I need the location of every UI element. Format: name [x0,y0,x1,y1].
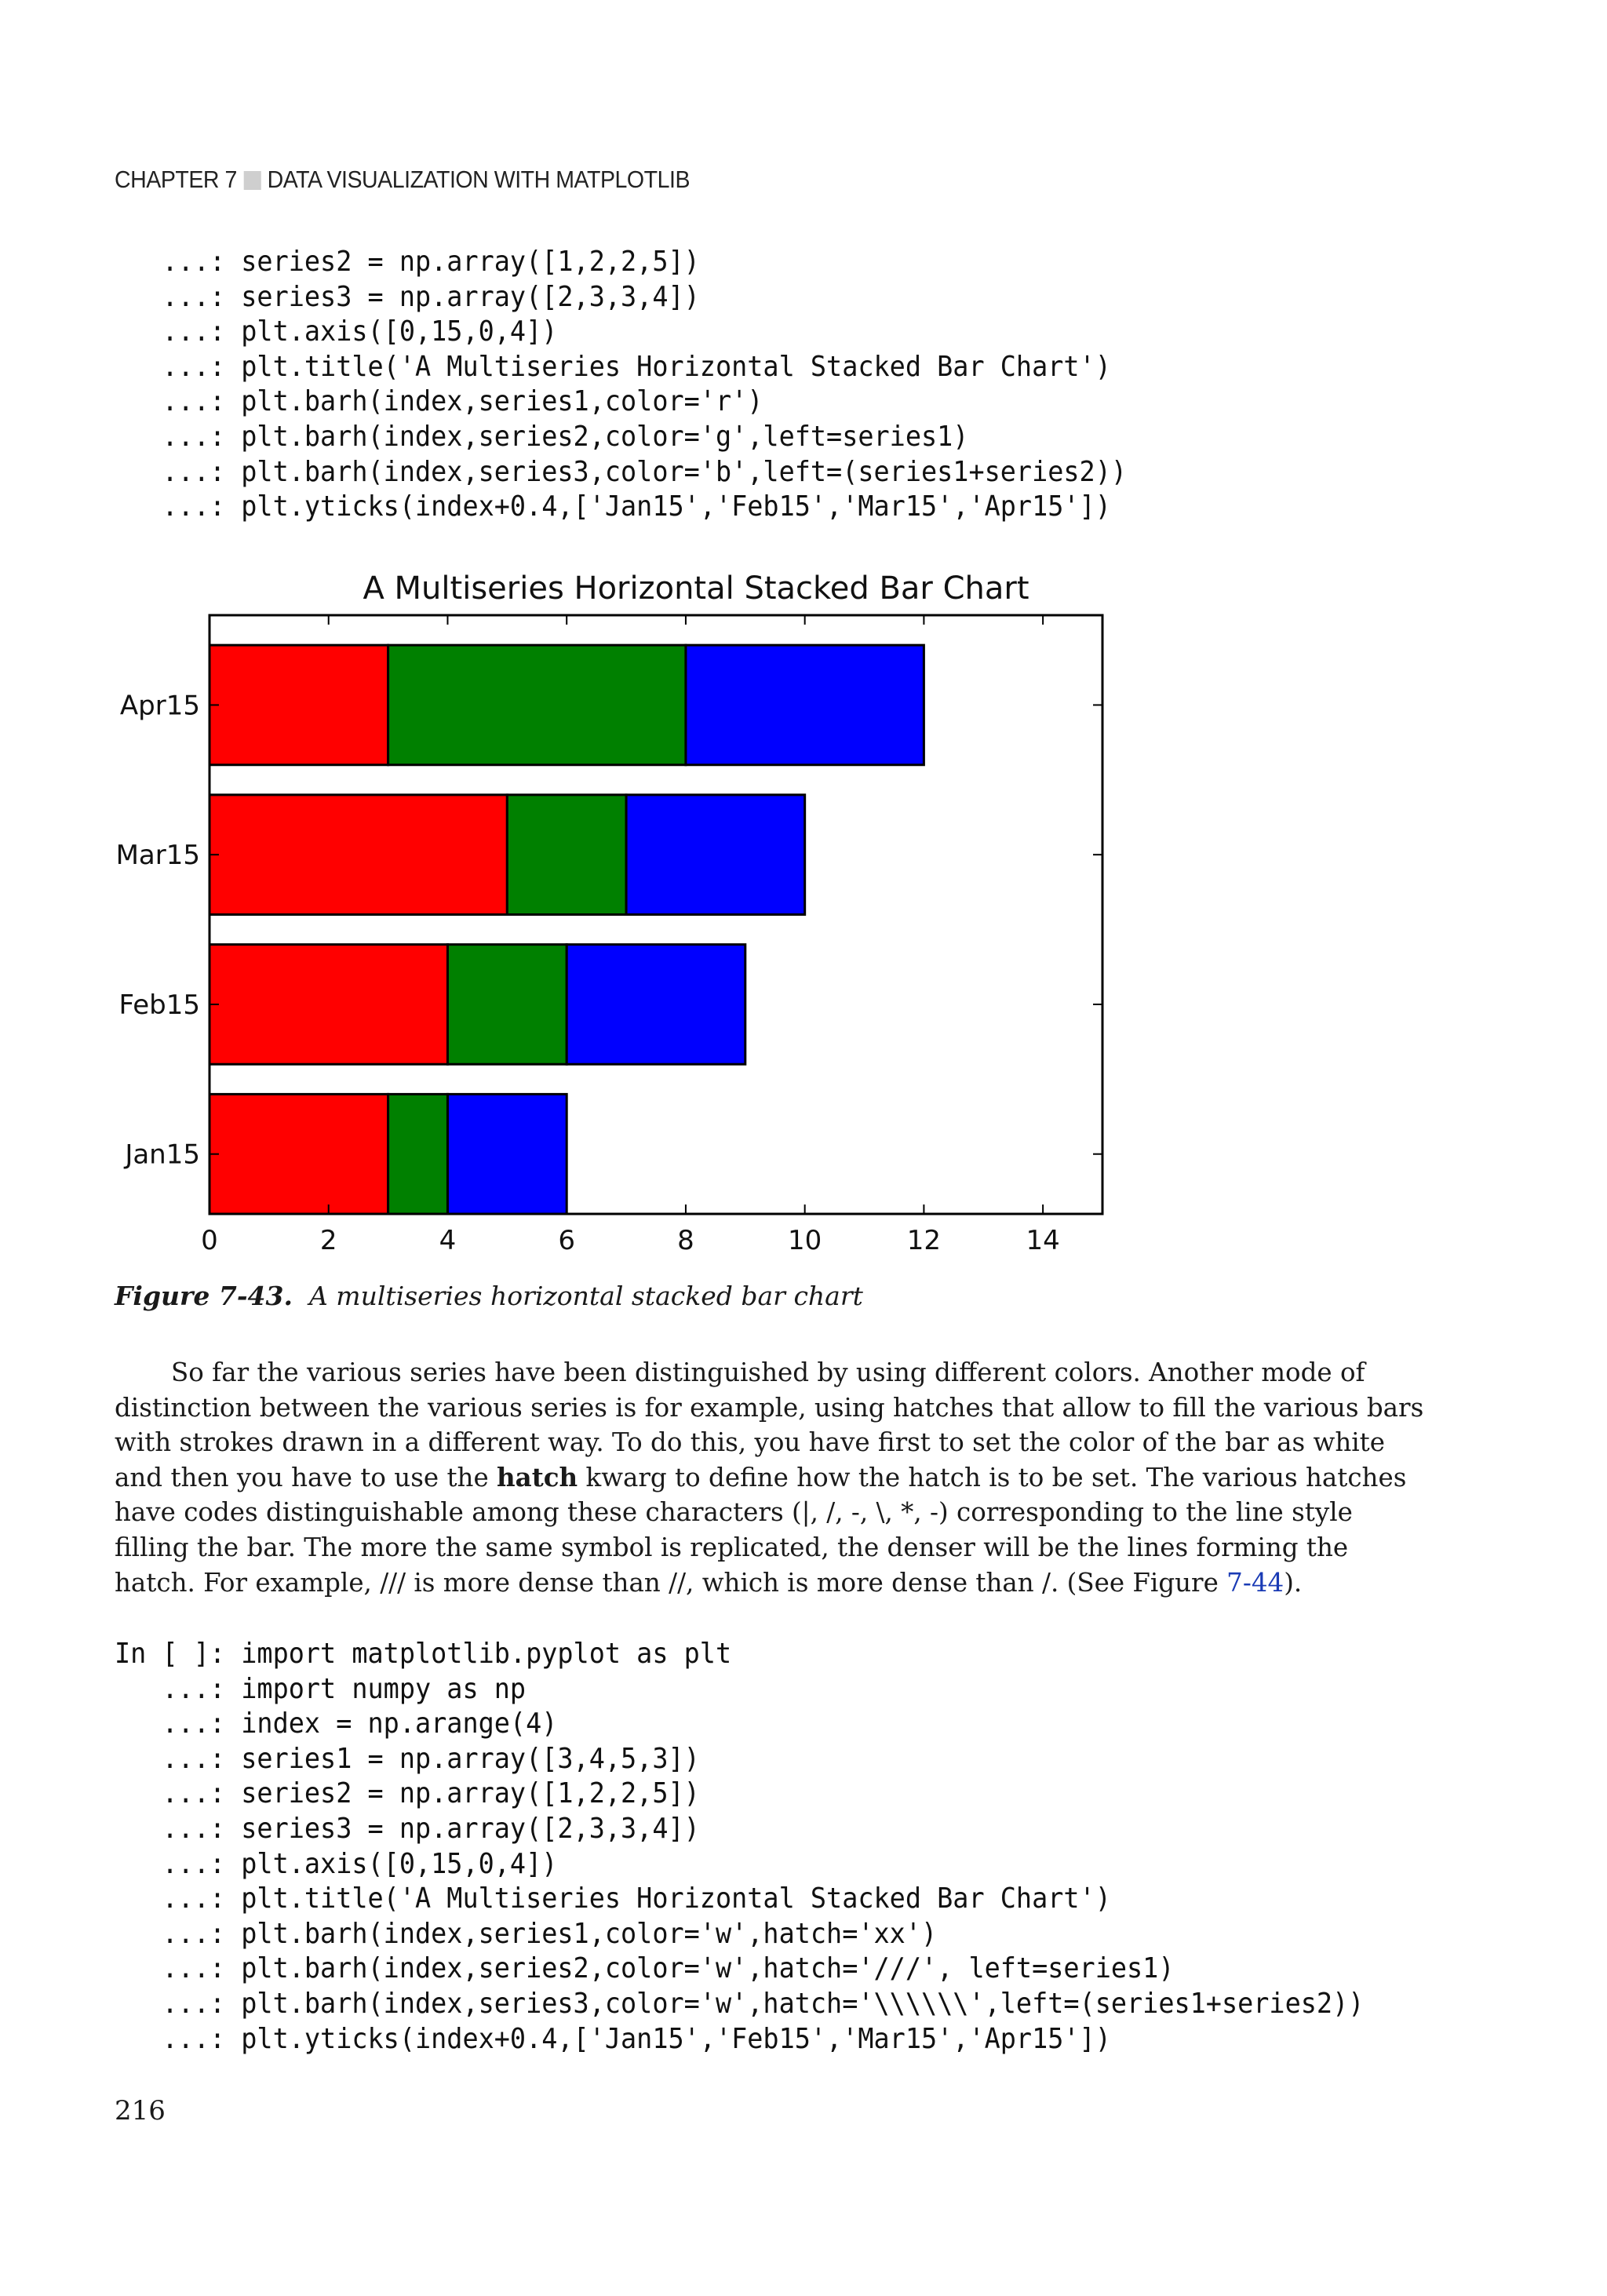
y-tick-label-jan15: Jan15 [125,1139,200,1171]
code-line: In [ ]: import matplotlib.pyplot as plt [115,1638,732,1670]
code-line: ...: plt.axis([0,15,0,4]) [115,315,558,348]
code-line: ...: plt.axis([0,15,0,4]) [115,1847,558,1880]
code-line: ...: index = np.arange(4) [115,1707,558,1740]
code-line: ...: plt.barh(index,series1,color='w',hatch='xx') [115,1917,938,1950]
code-line: ...: plt.yticks(index+0.4,['Jan15','Feb15','Mar15','Apr15']) [115,490,1111,523]
code-line: ...: plt.barh(index,series1,color='r') [115,385,763,418]
bar-apr15-series-1 [210,645,388,765]
bar-mar15-series-2 [507,795,626,915]
x-tick-label: 12 [906,1225,942,1256]
code-line: ...: plt.title('A Multiseries Horizontal Stacked Bar Chart') [115,1882,1111,1915]
code-block-2 [115,1637,1364,2057]
chapter-label: CHAPTER 7 [115,166,237,193]
chart-title: A Multiseries Horizontal Stacked Bar Chart [363,570,1029,607]
code-line: ...: plt.barh(index,series2,color='g',left=series1) [115,420,969,453]
bar-jan15-series-3 [447,1094,567,1214]
code-block-1 [115,245,1127,525]
figure-7-44-link[interactable]: 7-44 [1226,1567,1285,1598]
code-line: ...: series1 = np.array([3,4,5,3]) [115,1742,700,1775]
figure-caption [115,1281,863,1311]
hatch-keyword: hatch [497,1461,578,1492]
y-tick-label-mar15: Mar15 [115,840,200,872]
page-number: 216 [115,2095,166,2127]
bar-jan15-series-1 [210,1094,388,1214]
code-line: ...: series3 = np.array([2,3,3,4]) [115,280,700,313]
figure-caption-text: A multiseries horizontal stacked bar chart [308,1281,863,1311]
bar-apr15-series-2 [388,645,686,765]
code-line: ...: plt.title('A Multiseries Horizontal Stacked Bar Chart') [115,350,1111,383]
code-line: ...: plt.barh(index,series3,color='b',left=(series1+series2)) [115,455,1128,488]
y-tick-label-apr15: Apr15 [119,690,200,722]
code-line: ...: plt.yticks(index+0.4,['Jan15','Feb15','Mar15','Apr15']) [115,2022,1111,2055]
x-tick-label: 14 [1026,1225,1060,1256]
bar-feb15-series-3 [567,945,745,1065]
x-tick-label: 4 [439,1225,457,1256]
code-line: ...: plt.barh(index,series2,color='w',hatch='///', left=series1) [115,1952,1175,1985]
paragraph-text-3: ). [1284,1567,1303,1598]
code-line: ...: series2 = np.array([1,2,2,5]) [115,246,700,278]
bar-feb15-series-2 [447,945,567,1065]
bar-jan15-series-2 [388,1094,448,1214]
running-header [115,166,690,194]
x-tick-label: 10 [788,1225,822,1256]
x-tick-label: 8 [677,1225,694,1256]
x-tick-label: 6 [558,1225,576,1256]
code-line: ...: plt.barh(index,series3,color='w',hatch='\\\\\\',left=(series1+series2)) [115,1987,1365,2020]
figure-label: Figure 7-43. [115,1281,293,1311]
bar-mar15-series-1 [210,795,507,915]
code-line: ...: series2 = np.array([1,2,2,5]) [115,1777,700,1810]
code-line: ...: import numpy as np [115,1672,527,1705]
body-paragraph [115,1355,1433,1600]
chapter-title: DATA VISUALIZATION WITH MATPLOTLIB [267,166,691,193]
paragraph-text-1: So far the various series have been distinguished by using different colors. Another mode of distinction between the various series is for example, using hatches that allow to fill the various bars with strokes drawn in a different way. To do this, you have first to set the color of the bar as white and then you have to use the [115,1358,1424,1492]
bar-feb15-series-1 [210,945,447,1065]
separator-square-icon [244,171,261,190]
x-tick-label: 2 [319,1225,337,1256]
bar-mar15-series-3 [626,795,805,915]
code-line: ...: series3 = np.array([2,3,3,4]) [115,1812,700,1845]
x-tick-label: 0 [201,1225,218,1256]
stacked-bar-chart [113,567,1117,1257]
paragraph-text-2: kwarg to define how the hatch is to be set. The various hatches have codes distinguishable among these characters (|, /, -, \, *, -) corresponding to the line style filling the bar. The more the same symbol is replicated, the denser will be the lines forming the hatch. For example, /// is more dense than //, which is more dense than /. (See Figure [115,1462,1407,1598]
y-tick-label-feb15: Feb15 [118,989,200,1021]
bar-apr15-series-3 [686,645,924,765]
